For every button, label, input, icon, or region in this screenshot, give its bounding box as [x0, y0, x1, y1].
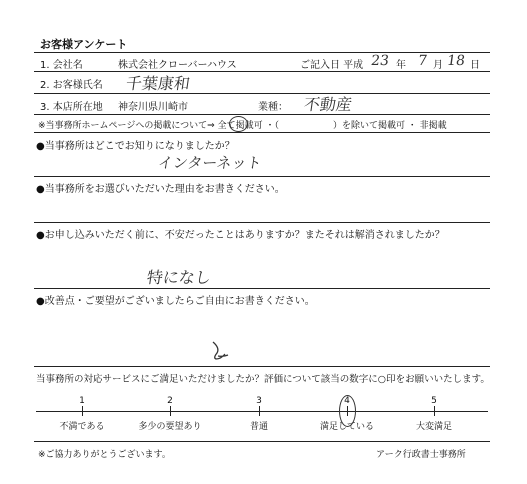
- rating-number-5[interactable]: 5: [431, 396, 437, 406]
- rating-label-2: 多少の要望あり: [138, 422, 202, 432]
- rating-tick: [259, 406, 260, 416]
- office-name: アーク行政書士事務所: [376, 450, 466, 460]
- homepage-notice: ※当事務所ホームページへの掲載について⇒ 全て掲載可 ・（ ）を除いて掲載可 ・ 非掲載: [38, 121, 447, 131]
- rating-label-1: 不満である: [59, 422, 105, 432]
- question-improvements: ●改善点・ご要望がございましたらご自由にお書きください。: [36, 296, 315, 307]
- company-value: 株式会社クローバーハウス: [118, 60, 237, 71]
- rating-label-5: 大変満足: [415, 422, 452, 432]
- thanks-note: ※ご協力ありがとうございます。: [38, 450, 171, 460]
- rating-number-1[interactable]: 1: [79, 396, 85, 406]
- customer-name: 千葉康和: [124, 74, 192, 93]
- customer-label: 2. お客様氏名: [40, 80, 103, 91]
- handwritten-mark: [208, 340, 230, 362]
- satisfaction-question: 当事務所の対応サービスにご満足いただけましたか？評価について該当の数字に○印をお願いいたします。: [36, 374, 490, 385]
- rating-tick: [434, 406, 435, 416]
- rating-number-4[interactable]: 4: [344, 396, 350, 406]
- divider: [34, 441, 490, 442]
- answer-concerns: 特になし: [145, 268, 213, 287]
- rating-tick: [170, 406, 171, 416]
- date-day: 18: [445, 53, 466, 69]
- divider: [34, 222, 490, 223]
- question-reason: ●当事務所をお選びいただいた理由をお書きください。: [36, 184, 285, 195]
- date-month-unit: 月: [433, 60, 443, 71]
- form-title: お客様アンケート: [40, 38, 128, 51]
- divider: [34, 114, 490, 115]
- rating-number-2[interactable]: 2: [167, 396, 173, 406]
- rating-label-4: 満足している: [319, 422, 374, 432]
- date-year-unit: 年: [396, 60, 406, 71]
- industry-value: 不動産: [302, 95, 354, 114]
- date-month: 7: [416, 53, 429, 69]
- rating-scale-line: [36, 411, 488, 412]
- rating-label-3: 普通: [249, 422, 268, 432]
- location-value: 神奈川県川崎市: [118, 102, 188, 113]
- date-label: ご記入日 平成: [300, 60, 364, 71]
- location-label: 3. 本店所在地: [40, 102, 103, 113]
- industry-label: 業種：: [258, 102, 288, 113]
- rating-tick: [82, 406, 83, 416]
- divider: [34, 176, 490, 177]
- divider: [34, 132, 490, 133]
- company-label: 1. 会社名: [40, 60, 83, 71]
- rating-number-3[interactable]: 3: [256, 396, 262, 406]
- date-year: 23: [369, 53, 390, 69]
- question-source: ●当事務所はどこでお知りになりましたか？: [36, 141, 235, 152]
- divider: [34, 366, 490, 367]
- selected-rating-circle: [339, 395, 356, 427]
- divider: [34, 288, 490, 289]
- date-day-unit: 日: [470, 60, 480, 71]
- question-concerns: ●お申し込みいただく前に、不安だったことはありますか？またそれは解消されましたか？: [36, 230, 445, 241]
- answer-source: インターネット: [156, 154, 263, 172]
- divider: [34, 93, 490, 94]
- posting-circle-mark: [229, 116, 248, 132]
- divider: [34, 71, 490, 72]
